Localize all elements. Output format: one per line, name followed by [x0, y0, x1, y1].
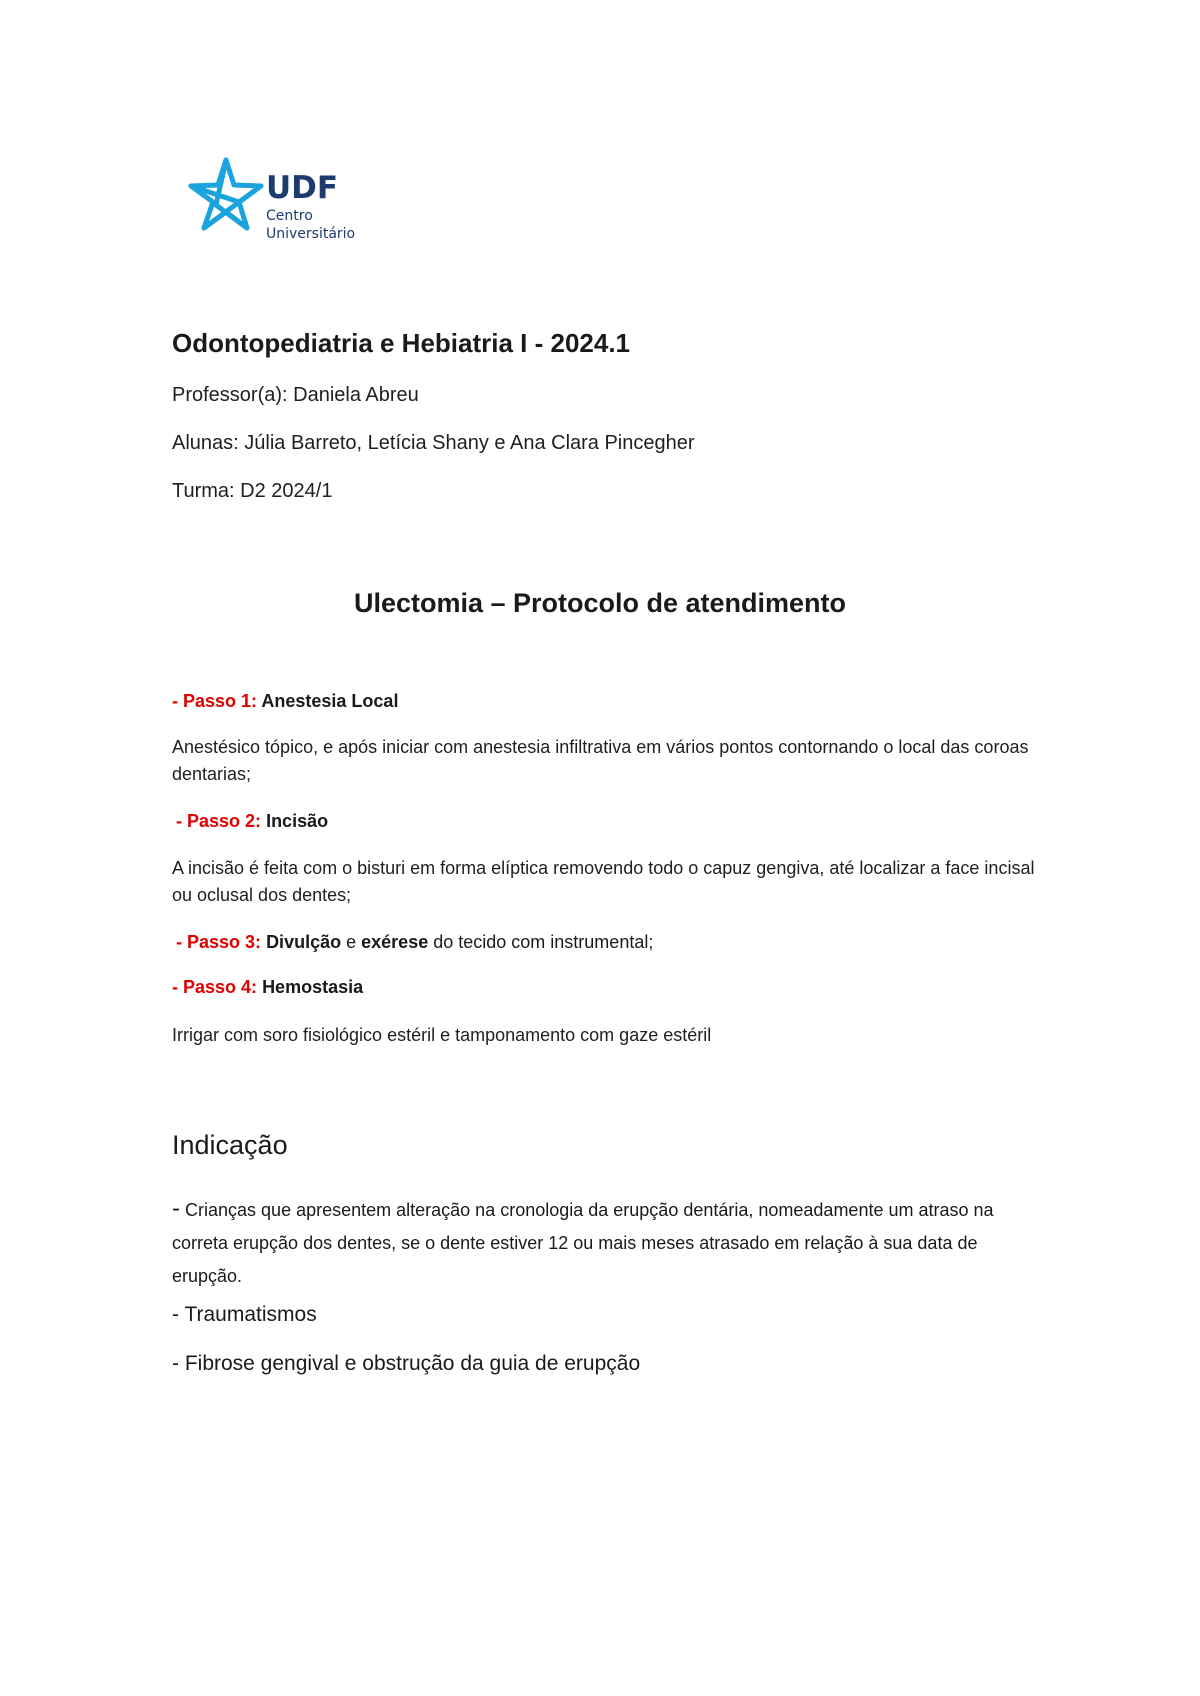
logo-line-1: Centro — [266, 208, 313, 224]
indication-title: Indicação — [172, 1130, 288, 1160]
step-2-prefix: - Passo 2: — [176, 811, 262, 831]
indication-item-1-dash: - — [172, 1195, 180, 1222]
step-2-title: Incisão — [266, 811, 329, 831]
step-4-prefix: - Passo 4: — [172, 977, 258, 997]
star-logo-icon — [186, 155, 266, 235]
step-3-connector: e — [346, 932, 357, 952]
indication-item-2: - Traumatismos — [172, 1303, 317, 1326]
step-3-heading — [176, 932, 653, 953]
step-3-title-2: exérese — [361, 932, 429, 952]
step-1-title: Anestesia Local — [261, 691, 399, 711]
logo-brand: UDF — [266, 170, 339, 206]
step-1-text: Anestésico tópico, e após iniciar com anestesia infiltrativa em vários pontos contornando o local das coroas dentarias; — [172, 737, 1029, 784]
step-4-title: Hemostasia — [262, 977, 364, 997]
step-2-heading — [176, 811, 328, 832]
udf-logo — [186, 155, 376, 245]
course-title: Odontopediatria e Hebiatria I - 2024.1 — [172, 328, 631, 358]
class-line: Turma: D2 2024/1 — [172, 480, 333, 502]
step-1-heading — [172, 691, 398, 712]
step-3-prefix: - Passo 3: — [176, 932, 262, 952]
step-4-heading — [172, 977, 363, 998]
indication-item-3: - Fibrose gengival e obstrução da guia de erupção — [172, 1352, 641, 1375]
step-2-text: A incisão é feita com o bisturi em forma elíptica removendo todo o capuz gengiva, até localizar a face incisal ou oclusal dos dentes; — [172, 858, 1035, 905]
step-3-title: Divulção — [266, 932, 342, 952]
logo-line-2: Universitário — [266, 226, 356, 242]
professor-line: Professor(a): Daniela Abreu — [172, 384, 419, 406]
students-line: Alunas: Júlia Barreto, Letícia Shany e Ana Clara Pincegher — [172, 432, 695, 454]
step-3-rest: do tecido com instrumental; — [433, 932, 654, 952]
document-title: Ulectomia – Protocolo de atendimento — [353, 588, 847, 618]
step-4-text: Irrigar com soro fisiológico estéril e tamponamento com gaze estéril — [172, 1025, 712, 1045]
indication-item-1-text: Crianças que apresentem alteração na cronologia da erupção dentária, nomeadamente um atraso na correta erupção dos dentes, se o dente estiver 12 ou mais meses atrasado em relação à sua data de erupção. — [172, 1200, 994, 1286]
indication-item-1 — [172, 1192, 1052, 1293]
step-1-prefix: - Passo 1: — [172, 691, 258, 711]
